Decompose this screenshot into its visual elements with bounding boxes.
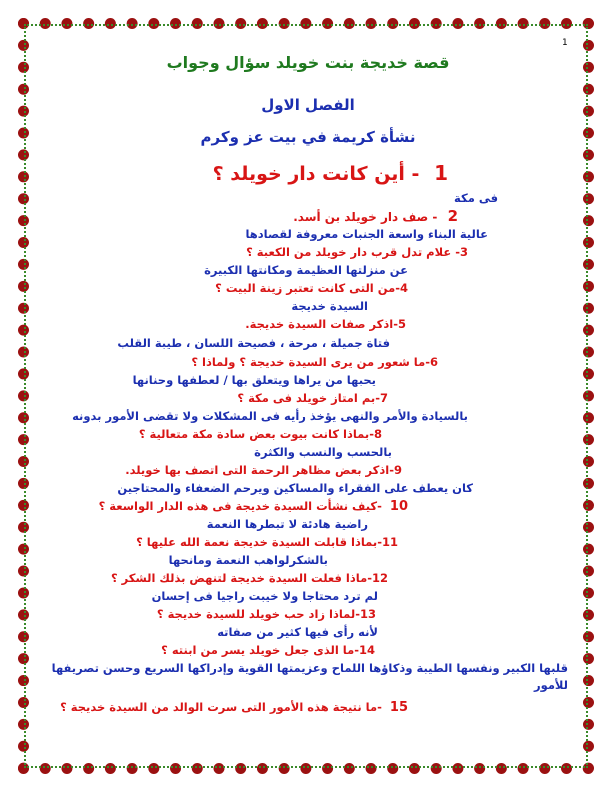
question-15: [48, 696, 408, 718]
question-5: 5-اذكر صفات السيدة خديجة.: [245, 317, 406, 331]
question-7: 7-بم امتاز خويلد فى مكة ؟: [237, 391, 388, 405]
answer-6: يحبها من يراها ويتعلق بها / لعطفها وحنانها: [132, 373, 376, 387]
question-9: 9-اذكر بعض مظاهر الرحمة التى اتصف بها خويلد.: [125, 463, 402, 477]
question-11: 11-بماذا قابلت السيدة خديجة نعمة الله عليها ؟: [136, 535, 398, 549]
question-2-number: 2: [447, 207, 458, 225]
question-1-text: - أين كانت دار خويلد ؟: [212, 163, 420, 185]
document-title: قصة خديجة بنت خويلد سؤال وجواب: [166, 53, 450, 72]
question-8: 8-بماذا كانت بيوت بعض سادة مكة متعالية ؟: [138, 427, 382, 441]
question-3: 3- علام تدل قرب دار خويلد من الكعبة ؟: [246, 245, 468, 259]
question-2-text: - صف دار خويلد بن أسد.: [293, 210, 438, 224]
question-13: 13-لماذا زاد حب خويلد للسيدة خديجة ؟: [156, 607, 376, 621]
answer-14: قلبها الكبير ونفسها الطيبة وذكاؤها اللماح وعزيمتها القوية وإدراكها السريع وحسن تصريفها للأمور: [51, 661, 568, 692]
question-10: [48, 496, 408, 516]
question-10-text: -كيف نشأت السيدة خديجة فى هذه الدار الواسعة ؟: [98, 499, 382, 513]
question-15-text: -ما نتيجة هذه الأمور التى سرت الوالد من السيدة خديجة ؟: [60, 700, 382, 714]
question-1-number: 1: [434, 161, 448, 185]
answer-13: لأنه رأى فيها كثير من صفاته: [217, 625, 378, 639]
answer-9: كان يعطف على الفقراء والمساكين ويرحم الضعفاء والمحتاجين: [117, 481, 473, 495]
question-14: 14-ما الذى جعل خويلد يسر من ابنته ؟: [161, 643, 375, 657]
answer-1: فى مكة: [454, 191, 498, 205]
question-10-number: 10: [389, 499, 408, 514]
question-2: [48, 206, 458, 226]
answer-4: السيدة خديجة: [291, 299, 368, 313]
chapter-heading: الفصل الاول: [261, 96, 355, 114]
answer-8: بالحسب والنسب والكثرة: [254, 445, 392, 459]
question-1: [48, 156, 448, 190]
answer-2: عالية البناء واسعة الجنبات معروفة لقصادها: [245, 227, 488, 241]
document-body: [48, 50, 568, 718]
question-6: 6-ما شعور من يرى السيدة خديجة ؟ ولماذا ؟: [191, 355, 438, 369]
question-12: 12-ماذا فعلت السيدة خديجة لتنهض بذلك الشكر ؟: [110, 571, 388, 585]
chapter-subtitle: نشأة كريمة في بيت عز وكرم: [200, 128, 416, 146]
answer-11: بالشكرلواهب النعمة ومانحها: [168, 553, 328, 567]
question-4: 4-من التى كانت تعتبر زينة البيت ؟: [215, 281, 408, 295]
answer-10: راضية هادئة لا تبطرها النعمة: [206, 517, 368, 531]
answer-7: بالسيادة والأمر والنهى يؤخذ رأيه فى المشكلات ولا تقضى الأمور بدونه: [72, 409, 468, 423]
page-number: 1: [562, 38, 568, 48]
answer-12: لم ترد محتاجا ولا خيبت راجيا فى إحسان: [151, 589, 378, 603]
answer-5: فتاة جميلة ، مرحة ، فصيحة اللسان ، طيبة القلب: [117, 336, 390, 350]
question-15-number: 15: [389, 700, 408, 715]
answer-3: عن منزلتها العظيمة ومكانتها الكبيرة: [204, 263, 408, 277]
